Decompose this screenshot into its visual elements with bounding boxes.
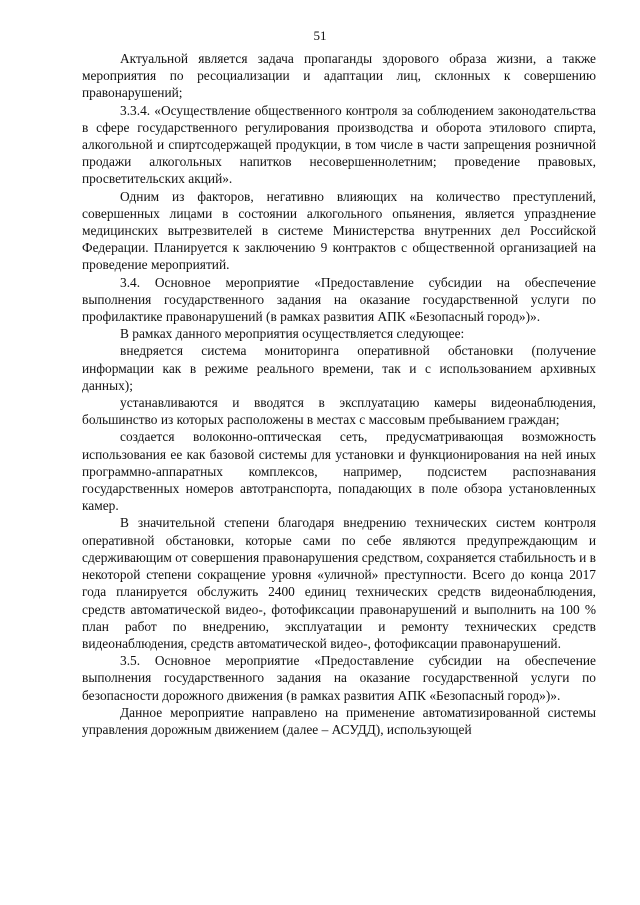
document-body: [82, 50, 596, 738]
paragraph-video-cameras: устанавливаются и вводятся в эксплуатацию камеры видеонаблюдения, большинство из которых расположены в местах с массовым пребыванием граждан;: [82, 395, 596, 428]
paragraph-3-5-road-safety: 3.5. Основное мероприятие «Предоставление субсидии на обеспечение выполнения государственного задания на оказание государственной услуги по безопасности дорожного движения (в рамках развития АПК «Безопасный город»)».: [82, 653, 596, 703]
paragraph-youth-prevention: Актуальной является задача пропаганды здорового образа жизни, а также мероприятия по ресоциализации и адаптации лиц, склонных к совершению правонарушений;: [82, 51, 596, 101]
paragraph-fiber-network: создается волоконно-оптическая сеть, предусматривающая возможность использования ее как базовой системы для установки и функционирования на ней иных программно-аппаратных комплексов, например, подсистем распознавания государственных номеров автотранспорта, попадающих в поле обзора установленных камер.: [82, 429, 596, 514]
paragraph-technical-systems: В значительной степени благодаря внедрению технических систем контроля оперативной обстановки, которые сами по себе являются предупреждающим и сдерживающим от совершения правонарушения средством, сохраняется стабильность и в некоторой степени сокращение уровня «уличной» преступности. Всего до конца 2017 года планируется обслужить 2400 единиц технических средств видеонаблюдения, средств автоматической видео-, фотофиксации правонарушений и выполнить на 100 % план работ по внедрению, эксплуатации и ремонту технических средств видеонаблюдения, средств автоматической видео-, фотофиксации правонарушений.: [82, 515, 596, 651]
paragraph-3-3-4-public-control: 3.3.4. «Осуществление общественного контроля за соблюдением законодательства в сфере государственного регулирования производства и оборота этилового спирта, алкогольной и спиртсодержащей продукции, в том числе в части запрещения розничной продажи алкогольных напитков несовершеннолетним; проведение правовых, просветительских акций».: [82, 102, 596, 187]
paragraph-measure-intro: В рамках данного мероприятия осуществляется следующее:: [120, 326, 465, 342]
paragraph-3-4-main-measure: 3.4. Основное мероприятие «Предоставление субсидии на обеспечение выполнения государственного задания на оказание государственной услуги по профилактике правонарушений (в рамках развития АПК «Безопасный город»)».: [82, 274, 596, 325]
paragraph-sobering-stations: Одним из факторов, негативно влияющих на количество преступлений, совершенных лицами в состоянии алкогольного опьянения, является упразднение медицинских вытрезвителей в системе Министерства внутренних дел Российской Федерации. Планируется к заключению 9 контрактов с общественной организацией на проведение мероприятий.: [82, 188, 596, 273]
paragraph-asudd: Данное мероприятие направлено на применение автоматизированной системы управления дорожным движением (далее – АСУДД), использующей: [82, 704, 596, 737]
page-number: 51: [313, 28, 327, 43]
paragraph-monitoring-system: внедряется система мониторинга оперативной обстановки (получение информации как в режиме реального времени, так и с использованием архивных данных);: [82, 343, 596, 393]
